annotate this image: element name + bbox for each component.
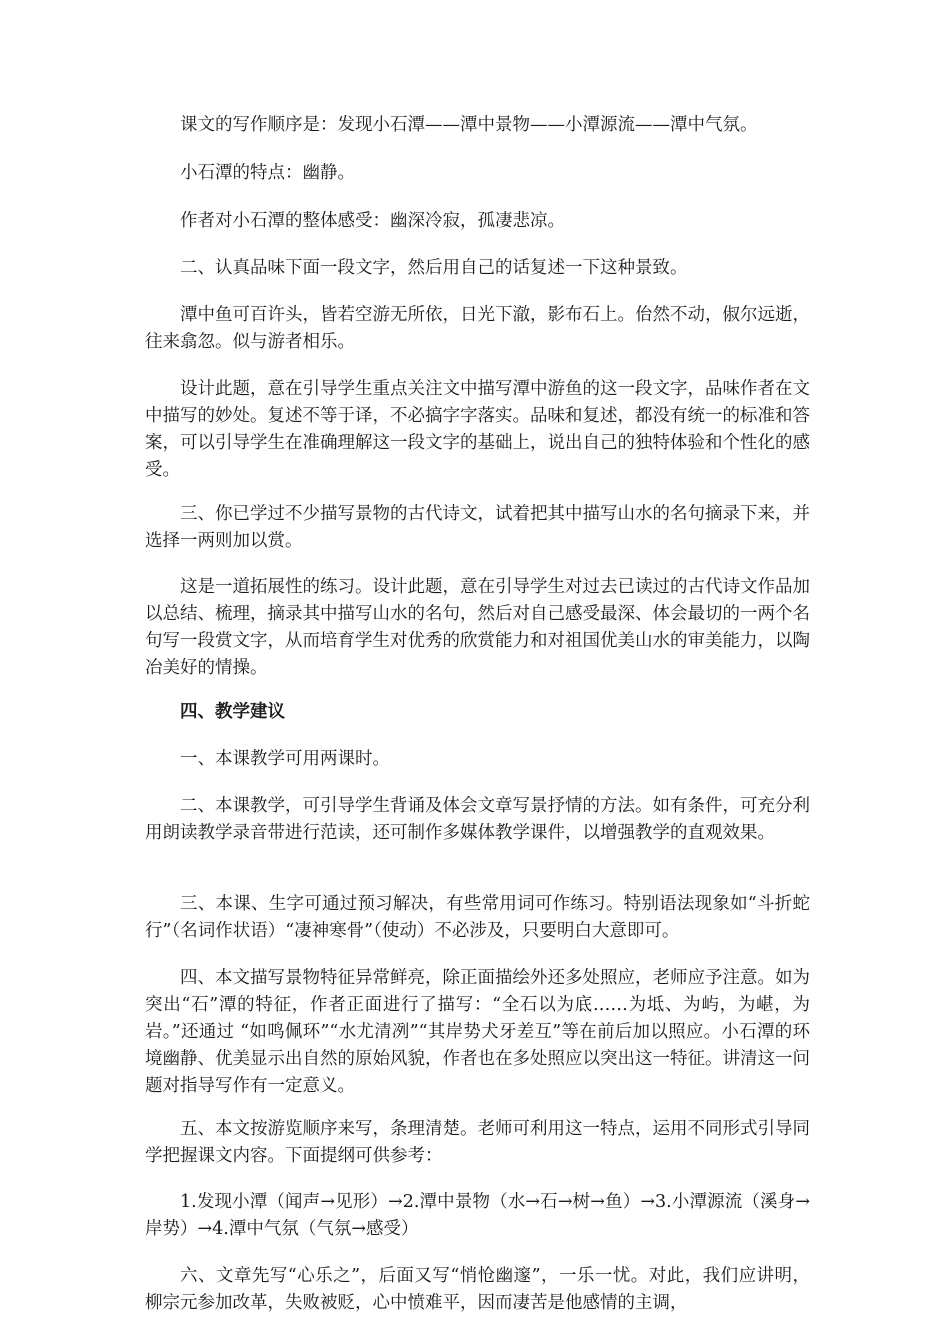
paragraph-suggestion-two: 二、本课教学，可引导学生背诵及体会文章写景抒情的方法。如有条件，可充分利用朗读教学录音带进行范读，还可制作多媒体教学课件，以增强教学的直观效果。	[145, 796, 810, 843]
paragraph-suggestion-four: 四、本文描写景物特征异常鲜亮，除正面描绘外还多处照应，老师应予注意。如为突出“石”潭的特征，作者正面进行了描写：“全石以为底……为坻、为屿，为嵁，为岩。”还通过 “如鸣佩环”“水尤清冽”“其岸势犬牙差互”等在前后加以照应。小石潭的环境幽静、优美显示出自然的原始风貌，作者也在多处照应以突出这一特征。讲清这一问题对指导写作有一定意义。	[145, 968, 810, 1096]
paragraph-writing-order: 课文的写作顺序是：发现小石潭——潭中景物——小潭源流——潭中气氛。	[180, 115, 758, 135]
section-heading-teaching-suggestions: 四、教学建议	[180, 702, 285, 722]
paragraph-overall-feeling: 作者对小石潭的整体感受：幽深冷寂，孤凄悲凉。	[180, 211, 565, 231]
paragraph-design-two: 这是一道拓展性的练习。设计此题，意在引导学生对过去已读过的古代诗文作品加以总结、梳理，摘录其中描写山水的名句，然后对自己感受最深、体会最切的一两个名句写一段赏文字，从而培育学生对优秀的欣赏能力和对祖国优美山水的审美能力，以陶冶美好的情操。	[145, 577, 810, 678]
paragraph-suggestion-six: 六、文章先写“心乐之”，后面又写“悄怆幽邃”，一乐一忧。对此，我们应讲明，柳宗元参加改革，失败被贬，心中愤难平，因而凄苦是他感情的主调，	[145, 1266, 810, 1313]
paragraph-design-one: 设计此题，意在引导学生重点关注文中描写潭中游鱼的这一段文字，品味作者在文中描写的妙处。复述不等于译，不必搞字字落实。品味和复述，都没有统一的标准和答案，可以引导学生在准确理解这一段文字的基础上，说出自己的独特体验和个性化的感受。	[145, 379, 810, 480]
paragraph-exercise-two: 二、认真品味下面一段文字，然后用自己的话复述一下这种景致。	[180, 258, 688, 278]
paragraph-suggestion-three: 三、本课、生字可通过预习解决，有些常用词可作练习。特别语法现象如“斗折蛇行”（名词作状语）“凄神寒骨”（使动）不必涉及，只要明白大意即可。	[145, 894, 810, 941]
paragraph-quoted-text: 潭中鱼可百许头，皆若空游无所依，日光下澈，影布石上。佁然不动，俶尔远逝，往来翕忽。似与游者相乐。	[145, 305, 810, 352]
paragraph-suggestion-five: 五、本文按游览顺序来写，条理清楚。老师可利用这一特点，运用不同形式引导同学把握课文内容。下面提纲可供参考：	[145, 1119, 810, 1166]
paragraph-feature: 小石潭的特点：幽静。	[180, 163, 355, 183]
paragraph-outline: 1.发现小潭（闻声→见形）→2.潭中景物（水→石→树→鱼）→3.小潭源流（溪身→岸势）→4.潭中气氛（气氛→感受）	[145, 1192, 810, 1239]
paragraph-exercise-three: 三、你已学过不少描写景物的古代诗文，试着把其中描写山水的名句摘录下来，并选择一两则加以赏。	[145, 504, 810, 551]
paragraph-suggestion-one: 一、本课教学可用两课时。	[180, 749, 390, 769]
